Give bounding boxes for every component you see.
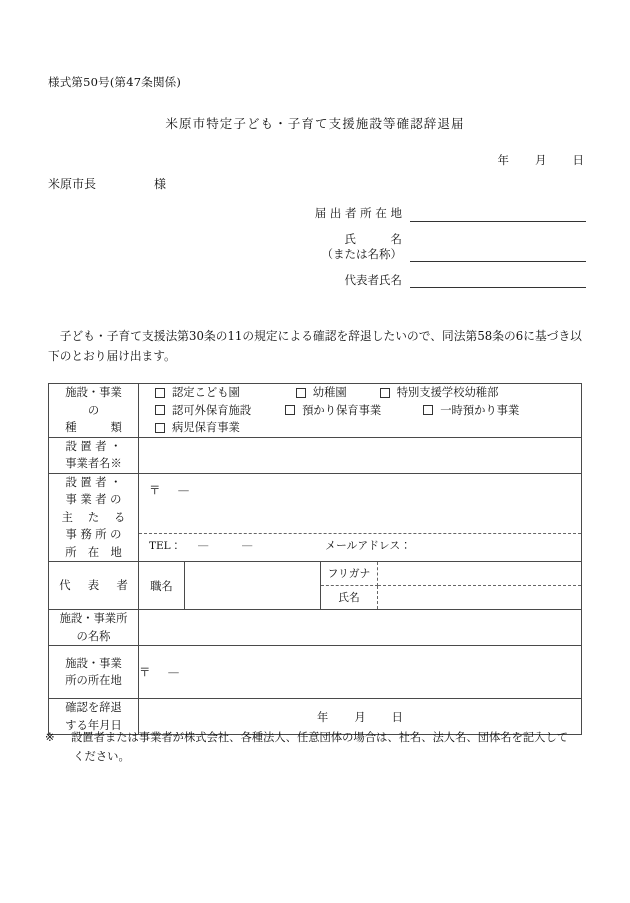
date-day-label: 日 [572, 153, 584, 167]
postal-mark-icon: 〒 [149, 483, 161, 498]
checkbox-row-3 [139, 419, 581, 437]
representative-furigana-row [321, 562, 581, 586]
checkbox-icon[interactable] [423, 405, 433, 415]
addressee-name: 米原市長 [48, 177, 97, 191]
checkbox-label: 幼稚園 [312, 386, 347, 399]
checkbox-icon[interactable] [155, 405, 165, 415]
postal-mark-icon: 〒 [139, 665, 151, 679]
representative-name-block [321, 562, 582, 610]
label-furigana: フリガナ [321, 562, 378, 586]
postal-code-field [149, 483, 207, 497]
checkbox-label: 認定こども園 [172, 386, 240, 399]
label-facility-address-l1: 施設・事業 [65, 656, 122, 670]
operator-name-input[interactable] [139, 437, 582, 473]
label-representative [49, 562, 139, 610]
label-representative-text: 代 表 者 [59, 578, 131, 592]
addressee-honorific: 様 [154, 177, 167, 191]
applicant-representative-input[interactable] [410, 273, 586, 288]
label-operator-name-l1: 設 置 者 ・ [65, 439, 122, 453]
footnote-mark-icon: ※ [45, 731, 55, 744]
checkbox-label: 病児保育事業 [172, 421, 240, 434]
facility-name-input[interactable] [139, 610, 582, 646]
operator-address-input[interactable] [139, 478, 581, 534]
label-facility-type-l1: 施設・事業 [65, 386, 122, 399]
checkbox-icon[interactable] [380, 388, 390, 398]
declaration-form-table [48, 383, 582, 735]
label-facility-address [49, 646, 139, 699]
checkbox-item-youchien[interactable] [296, 384, 347, 402]
table-row-operator-name [49, 437, 582, 473]
table-row-operator-address [49, 473, 582, 562]
checkbox-item-ninteikodomoen[interactable] [155, 384, 240, 402]
facility-type-checkbox-group [139, 384, 582, 438]
label-facility-name [49, 610, 139, 646]
applicant-name-label-sub: （または名称） [321, 247, 402, 262]
date-year-label: 年 [497, 153, 509, 167]
label-facility-name-l1: 施設・事業所 [59, 612, 128, 625]
representative-name-row [321, 586, 581, 610]
representative-name-subtable [321, 562, 581, 609]
operator-contact-row [139, 534, 581, 556]
checkbox-label: 特別支援学校幼稚部 [396, 386, 499, 399]
checkbox-icon[interactable] [285, 405, 295, 415]
tel-dash-1: — [197, 538, 209, 552]
facility-postal-field [139, 665, 197, 679]
withdrawal-year-label: 年 [317, 710, 329, 724]
checkbox-icon[interactable] [155, 423, 165, 433]
applicant-representative-row [240, 273, 586, 289]
label-operator-address-l2: 事 業 者 の [65, 493, 122, 506]
representative-furigana-input[interactable] [378, 562, 582, 586]
footnote-text [45, 728, 585, 766]
postal-dash: — [167, 665, 180, 679]
checkbox-icon[interactable] [296, 388, 306, 398]
withdrawal-day-label: 日 [391, 710, 403, 724]
label-facility-name-l2: の名称 [76, 629, 111, 643]
representative-post-input[interactable] [185, 562, 321, 610]
applicant-name-label [322, 232, 411, 263]
label-representative-name: 氏名 [321, 586, 378, 610]
footnote-line-2: ください。 [73, 750, 130, 764]
applicant-address-input[interactable] [410, 207, 586, 222]
checkbox-row-1 [139, 384, 581, 402]
label-facility-type-l2: の [87, 403, 100, 417]
applicant-address-label: 届 出 者 所 在 地 [314, 206, 402, 220]
withdrawal-month-label: 月 [354, 710, 366, 724]
mail-address-label: メールアドレス： [325, 538, 411, 552]
applicant-name-input[interactable] [410, 247, 586, 262]
label-operator-address-l4: 事 務 所 の [65, 528, 122, 541]
checkbox-item-ninkagai[interactable] [155, 402, 251, 420]
label-operator-address [49, 473, 139, 562]
label-operator-address-l5: 所 在 地 [65, 545, 122, 559]
label-representative-post: 職名 [139, 562, 185, 610]
footnote-line-1: 設置者または事業者が株式会社、各種法人、任意団体の場合は、社名、法人名、団体名を記入して [71, 731, 569, 744]
table-row-facility-address [49, 646, 582, 699]
checkbox-item-azukari[interactable] [285, 402, 381, 420]
table-row-facility-type [49, 384, 582, 438]
label-withdrawal-date-l2: する年月日 [65, 718, 122, 732]
tel-label: TEL： [149, 539, 182, 552]
label-facility-address-l2: 所の所在地 [65, 674, 122, 687]
label-operator-name [49, 437, 139, 473]
addressee-line [48, 175, 166, 192]
checkbox-label: 認可外保育施設 [172, 403, 252, 417]
checkbox-label: 一時預かり事業 [440, 403, 520, 417]
label-operator-name-l2: 事業者名※ [65, 457, 122, 470]
label-facility-type-l3: 種 類 [65, 421, 122, 434]
checkbox-item-ichiji-azukari[interactable] [423, 402, 519, 420]
form-number: 様式第50号(第47条関係) [48, 75, 182, 89]
applicant-fields [240, 206, 586, 298]
postal-dash: — [177, 483, 190, 498]
body-paragraph: 子ども・子育て支援法第30条の11の規定による確認を辞退したいので、同法第58条の6に基づき以下のとおり届け出ます。 [48, 329, 582, 364]
applicant-representative-label: 代表者氏名 [344, 272, 402, 287]
representative-name-input[interactable] [378, 586, 582, 610]
applicant-address-row [240, 206, 586, 222]
label-facility-type [49, 384, 139, 438]
label-operator-address-l1: 設 置 者 ・ [65, 475, 122, 489]
checkbox-row-2 [139, 402, 581, 420]
checkbox-item-byouji[interactable] [155, 419, 240, 437]
checkbox-item-tokubetsushien[interactable] [380, 384, 499, 402]
submission-date-line [498, 152, 585, 168]
footnote [45, 728, 585, 766]
tel-dash-2: — [241, 538, 253, 552]
label-operator-address-l3: 主 た る [61, 510, 126, 524]
facility-address-input[interactable] [139, 646, 582, 699]
label-withdrawal-date-l1: 確認を辞退 [65, 701, 122, 714]
table-row-facility-name [49, 610, 582, 646]
checkbox-icon[interactable] [155, 388, 165, 398]
date-month-label: 月 [535, 153, 547, 167]
applicant-name-row [240, 232, 586, 263]
applicant-name-label-main: 氏 名 [344, 231, 402, 246]
checkbox-label: 預かり保育事業 [302, 403, 382, 417]
document-title: 米原市特定子ども・子育て支援施設等確認辞退届 [165, 116, 465, 131]
table-row-representative [49, 562, 582, 610]
operator-address-block [139, 473, 582, 562]
